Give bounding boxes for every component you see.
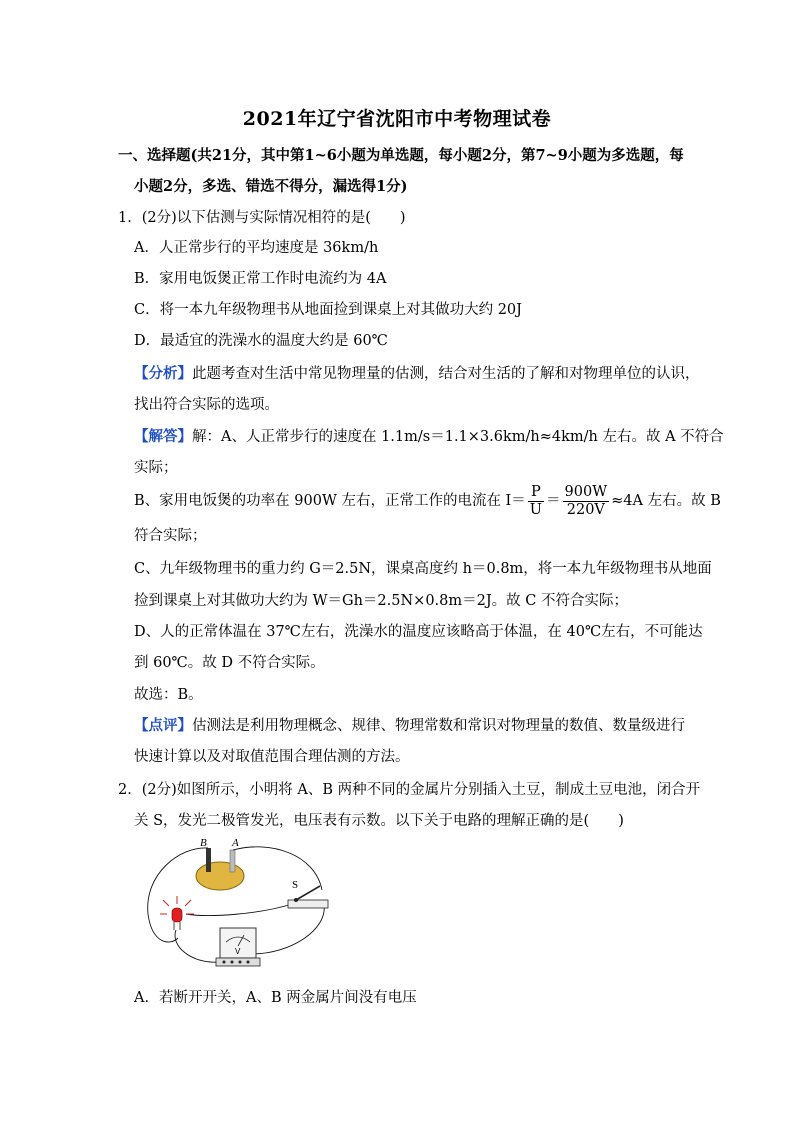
q1-answer-d-line1: D、人的正常体温在 37℃左右，洗澡水的温度应该略高于体温，在 40℃左右，不可能达 — [134, 624, 703, 640]
section-heading-line1: 一、选择题(共21分，其中第1~6小题为单选题，每小题2分，第7~9小题为多选题，每 — [118, 147, 684, 164]
section-heading-line2: 小题2分，多选、错选不得分，漏选得1分) — [134, 178, 408, 195]
switch-base — [288, 900, 328, 908]
wire-a-to-switch — [233, 847, 322, 890]
q1-answer-b — [134, 482, 721, 520]
label-v: V — [235, 947, 241, 956]
label-b: B — [200, 837, 207, 849]
q1-answer-d-line2: 到 60℃。故 D 不符合实际。 — [134, 655, 325, 671]
analysis-text: 此题考查对生活中常见物理量的估测，结合对生活的了解和对物理单位的认识， — [192, 366, 700, 382]
analysis-tag: 【分析】 — [134, 365, 192, 382]
answer-b-text: B、家用电饭煲的功率在 900W 左右，正常工作的电流在 I＝ — [134, 493, 526, 509]
fraction-p-over-u — [528, 484, 544, 519]
fraction-denominator: 220V — [566, 501, 605, 518]
metal-plate-b — [206, 848, 211, 872]
q1-answer-c-line2: 捡到课桌上对其做功大约为 W＝Gh＝2.5N×0.8m＝2J。故 C 不符合实际； — [134, 593, 628, 609]
page-title: 2021年辽宁省沈阳市中考物理试卷 — [242, 108, 552, 130]
answer-tag: 【解答】 — [134, 428, 192, 445]
fraction-denominator: U — [529, 501, 543, 518]
fraction-numerator: P — [528, 484, 544, 502]
q1-option-c: C．将一本九年级物理书从地面捡到课桌上对其做功大约 20J — [134, 302, 522, 318]
q1-analysis — [134, 364, 700, 384]
label-s: S — [292, 879, 299, 891]
answer-b-tail: ≈4A 左右。故 B — [611, 493, 721, 509]
q1-analysis-line2: 找出符合实际的选项。 — [134, 397, 279, 413]
led-diode — [172, 908, 182, 922]
wire-meter-to-switch — [252, 904, 324, 954]
q2-option-a: A．若断开开关，A、B 两金属片间没有电压 — [134, 990, 417, 1006]
q1-stem: 1．(2分)以下估测与实际情况相符的是( ) — [118, 210, 406, 226]
q1-comment-line2: 快速计算以及对取值范围合理估测的方法。 — [134, 749, 410, 765]
q1-answer-b-line2: 符合实际； — [134, 528, 207, 544]
potato-illustration — [196, 862, 244, 890]
q2-stem-line1: 2．(2分)如图所示，小明将 A、B 两种不同的金属片分别插入土豆，制成土豆电池，闭合开 — [118, 782, 701, 798]
answer-a-text: 解：A、人正常步行的速度在 1.1m/s＝1.1×3.6km/h≈4km/h 左右。故 A 不符合 — [192, 429, 724, 445]
q1-comment — [134, 716, 685, 736]
equals-sign: ＝ — [546, 493, 561, 509]
potato-battery-circuit-figure — [140, 834, 360, 980]
q2-stem-line2: 关 S，发光二极管发光，电压表有示数。以下关于电路的理解正确的是( ) — [134, 813, 624, 829]
fraction-900w-over-220v — [563, 484, 610, 519]
q1-answer — [134, 427, 724, 447]
q1-answer-c-line1: C、九年级物理书的重力约 G＝2.5N，课桌高度约 h＝0.8m，将一本九年级物理书从地面 — [134, 561, 712, 577]
wire-b-to-led — [148, 848, 208, 942]
comment-tag: 【点评】 — [134, 717, 192, 734]
fraction-numerator: 900W — [564, 483, 608, 500]
q1-option-b: B．家用电饭煲正常工作时电流约为 4A — [134, 271, 387, 287]
metal-plate-a — [230, 850, 235, 872]
wire-led-to-meter — [175, 930, 218, 962]
wire-switch-to-led — [186, 904, 292, 916]
q1-option-a: A．人正常步行的平均速度是 36km/h — [134, 240, 379, 256]
q1-option-d: D．最适宜的洗澡水的温度大约是 60℃ — [134, 333, 388, 349]
label-a: A — [232, 837, 239, 849]
switch-lever — [296, 886, 320, 900]
comment-text: 估测法是利用物理概念、规律、物理常数和常识对物理量的数值、数量级进行 — [192, 718, 685, 734]
q1-choice: 故选：B。 — [134, 687, 203, 703]
q1-answer-a-line2: 实际； — [134, 460, 178, 476]
